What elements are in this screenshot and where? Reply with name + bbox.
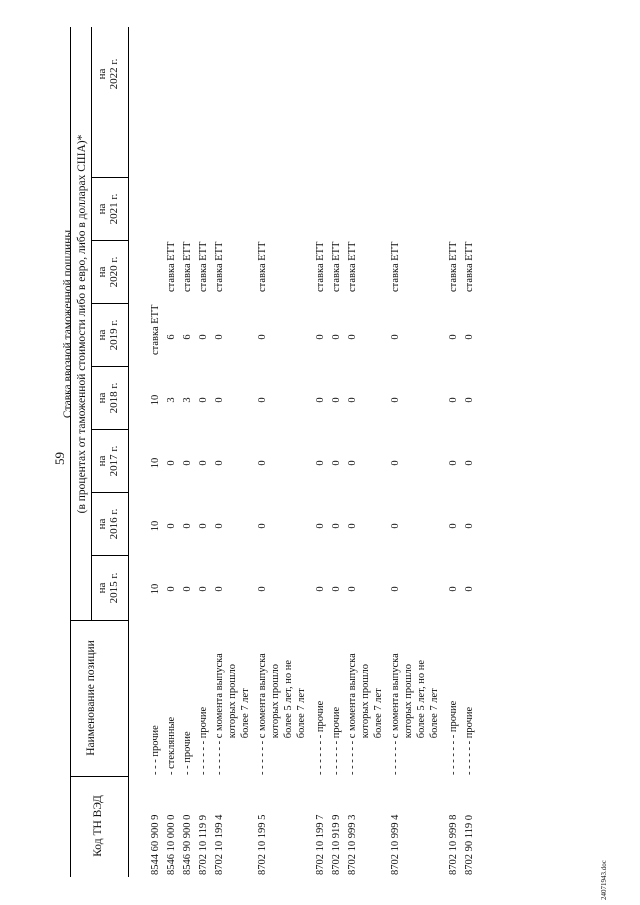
rate-cell: 0	[331, 460, 342, 466]
years-top-border	[91, 27, 92, 621]
position-name: - - - - - - с момента выпуска которых прошло более 5 лет, но не более 7 лет	[390, 653, 440, 775]
rate-cell: 0	[166, 523, 177, 529]
hs-code: 8702 10 199 7	[315, 814, 326, 875]
rate-cell: 0	[331, 397, 342, 403]
rate-cell: 0	[448, 523, 459, 529]
rate-cell: 0	[182, 460, 193, 466]
rate-cell: 0	[214, 397, 225, 403]
rate-cell: 0	[390, 586, 401, 592]
rate-cell: 10	[150, 520, 161, 532]
header-duty-subtitle: (в процентах от таможенной стоимости либо в евро, либо в долларах США)*	[76, 134, 88, 514]
hs-code: 8702 10 999 3	[347, 814, 358, 875]
rate-cell: 0	[257, 460, 268, 466]
rate-cell: 10	[150, 583, 161, 595]
rate-cell: 6	[182, 334, 193, 340]
rate-cell: ставка ЕТТ	[331, 241, 342, 292]
position-name: - - прочие	[182, 731, 193, 775]
year-header-2019: на 2019 г.	[96, 319, 120, 351]
document-id: 24071943.doc	[600, 860, 608, 900]
rate-cell: 0	[464, 586, 475, 592]
rate-cell: 0	[315, 586, 326, 592]
rate-cell: 0	[166, 460, 177, 466]
year-header-2017: на 2017 г.	[96, 445, 120, 477]
hs-code: 8546 10 000 0	[166, 814, 177, 875]
rate-cell: 0	[464, 334, 475, 340]
rate-cell: 0	[214, 460, 225, 466]
rate-cell: ставка ЕТТ	[166, 241, 177, 292]
position-name: - - - - - - с момента выпуска которых прошло более 7 лет	[347, 653, 384, 775]
rate-cell: ставка ЕТТ	[315, 241, 326, 292]
hs-code: 8702 10 199 4	[214, 814, 225, 875]
hs-code: 8702 10 999 8	[448, 814, 459, 875]
header-name: Наименование позиции	[85, 640, 97, 756]
position-name: - - - прочие	[150, 725, 161, 775]
rate-cell: 3	[182, 397, 193, 403]
rate-cell: 0	[390, 460, 401, 466]
rate-cell: 0	[347, 397, 358, 403]
rate-cell: 0	[448, 397, 459, 403]
year-header-2020: на 2020 г.	[96, 256, 120, 288]
rate-cell: 0	[331, 334, 342, 340]
rate-cell: 0	[390, 334, 401, 340]
rate-cell: 0	[214, 586, 225, 592]
hs-code: 8702 10 919 9	[331, 814, 342, 875]
rate-cell: 0	[214, 334, 225, 340]
rate-cell: 0	[182, 586, 193, 592]
year-header-2018: на 2018 г.	[96, 382, 120, 414]
rate-cell: 0	[464, 397, 475, 403]
position-name: - - - - - - прочие	[331, 706, 342, 775]
hs-code: 8702 10 199 5	[257, 814, 268, 875]
header-bottom-border	[128, 27, 129, 877]
rate-cell: 0	[315, 397, 326, 403]
header-duty-title: Ставка ввозной таможенной пошлины	[62, 229, 74, 419]
rate-cell: ставка ЕТТ	[182, 241, 193, 292]
rate-cell: 0	[347, 460, 358, 466]
rate-cell: ставка ЕТТ	[464, 241, 475, 292]
rate-cell: ставка ЕТТ	[214, 241, 225, 292]
hs-code: 8702 90 119 0	[464, 815, 475, 875]
page-number: 59	[52, 452, 67, 465]
header-code: Код ТН ВЭД	[92, 795, 104, 857]
rate-cell: 0	[347, 586, 358, 592]
rate-cell: 0	[257, 397, 268, 403]
rate-cell: 0	[257, 334, 268, 340]
position-name: - - - - - - прочие	[464, 706, 475, 775]
position-name: - - - - - - прочие	[198, 706, 209, 775]
rate-cell: 0	[257, 586, 268, 592]
year-header-2016: на 2016 г.	[96, 508, 120, 540]
rate-cell: 0	[198, 586, 209, 592]
rate-cell: ставка ЕТТ	[198, 241, 209, 292]
rate-cell: 0	[347, 334, 358, 340]
rate-cell: 0	[448, 586, 459, 592]
year-divider-1	[91, 555, 128, 556]
rate-cell: 0	[166, 586, 177, 592]
rate-cell: 0	[198, 460, 209, 466]
rate-cell: 0	[315, 460, 326, 466]
rate-cell: 0	[390, 397, 401, 403]
rate-cell: 10	[150, 394, 161, 406]
rate-cell: 0	[448, 334, 459, 340]
rate-cell: 0	[390, 523, 401, 529]
rate-cell: 0	[347, 523, 358, 529]
position-name: - стеклянные	[166, 716, 177, 775]
rate-cell: 0	[331, 586, 342, 592]
year-header-2015: на 2015 г.	[96, 572, 120, 604]
rate-cell: 3	[166, 397, 177, 403]
rate-cell: 0	[214, 523, 225, 529]
rate-cell: 0	[198, 334, 209, 340]
hs-code: 8702 10 999 4	[390, 814, 401, 875]
rate-cell: 10	[150, 457, 161, 469]
rate-cell: 0	[315, 523, 326, 529]
rate-cell: 0	[448, 460, 459, 466]
rate-cell: 0	[257, 523, 268, 529]
position-name: - - - - - - с момента выпуска которых прошло более 7 лет	[214, 653, 251, 775]
rate-cell: 0	[331, 523, 342, 529]
rate-cell: 0	[182, 523, 193, 529]
rate-cell: ставка ЕТТ	[347, 241, 358, 292]
rate-cell: ставка ЕТТ	[150, 304, 161, 355]
rate-cell: 0	[464, 460, 475, 466]
hs-code: 8546 90 900 0	[182, 814, 193, 875]
position-name: - - - - - - - прочие	[448, 700, 459, 775]
year-header-2021: на 2021 г.	[96, 193, 120, 225]
rate-cell: 0	[315, 334, 326, 340]
rate-cell: ставка ЕТТ	[390, 241, 401, 292]
position-name: - - - - - - - прочие	[315, 700, 326, 775]
rate-cell: 6	[166, 334, 177, 340]
hs-code: 8544 60 900 9	[150, 814, 161, 875]
rate-cell: 0	[198, 523, 209, 529]
rate-cell: 0	[198, 397, 209, 403]
rate-cell: ставка ЕТТ	[257, 241, 268, 292]
rate-cell: ставка ЕТТ	[448, 241, 459, 292]
hs-code: 8702 10 119 9	[198, 815, 209, 875]
position-name: - - - - - - с момента выпуска которых прошло более 5 лет, но не более 7 лет	[257, 653, 307, 775]
year-header-2022: на 2022 г.	[96, 58, 120, 90]
rate-cell: 0	[464, 523, 475, 529]
